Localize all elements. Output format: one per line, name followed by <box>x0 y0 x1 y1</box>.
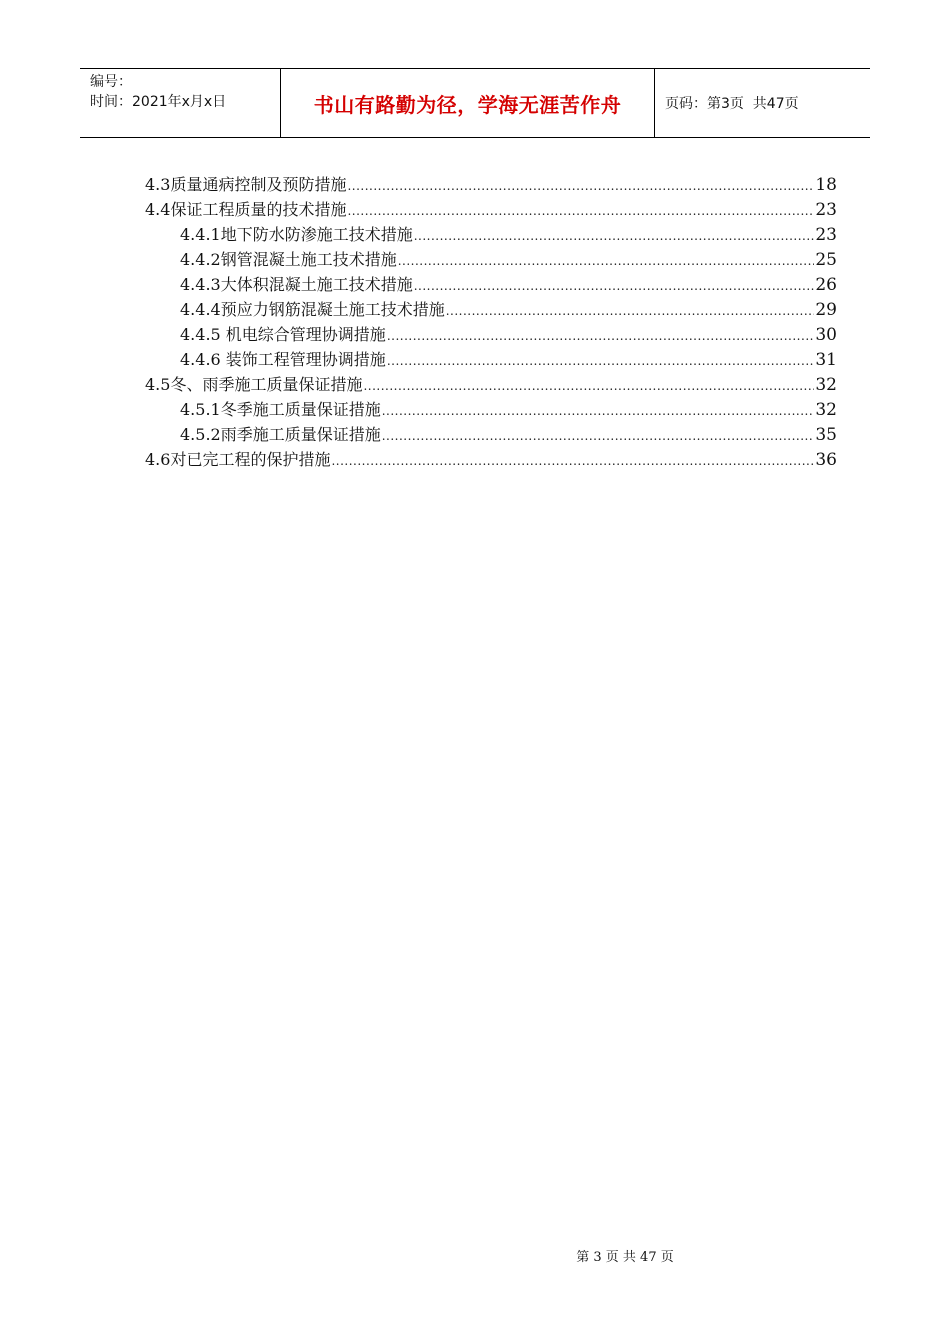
toc-entry-page: 36 <box>815 450 837 470</box>
toc-entry[interactable] <box>145 272 837 297</box>
toc-entry[interactable] <box>145 172 837 197</box>
toc-entry-title: 4.5.2雨季施工质量保证措施 <box>180 425 381 444</box>
toc-entry-page: 25 <box>815 250 837 270</box>
toc-entry-page: 23 <box>815 225 837 245</box>
header-motto-cell <box>281 69 655 137</box>
toc-entry-page: 29 <box>815 300 837 320</box>
toc-entry[interactable] <box>145 397 837 422</box>
toc-dot-leader <box>414 274 815 299</box>
toc-entry-title: 4.3质量通病控制及预防措施 <box>145 175 347 194</box>
toc-entry[interactable] <box>145 297 837 322</box>
toc-entry-title: 4.5.1冬季施工质量保证措施 <box>180 400 381 419</box>
toc-entry[interactable] <box>145 322 837 347</box>
toc-entry[interactable] <box>145 222 837 247</box>
toc-entry-title: 4.4保证工程质量的技术措施 <box>145 200 347 219</box>
toc-entry-page: 18 <box>815 175 837 195</box>
toc-dot-leader <box>446 299 815 324</box>
table-of-contents <box>145 172 837 472</box>
header-info <box>80 69 281 137</box>
toc-dot-leader <box>347 174 814 199</box>
page-header <box>80 68 870 138</box>
page-footer: 第 3 页 共 47 页 <box>576 1250 674 1265</box>
toc-entry[interactable] <box>145 247 837 272</box>
header-page-number: 页码：第3页 共47页 <box>665 96 799 112</box>
toc-entry-title: 4.6对已完工程的保护措施 <box>145 450 331 469</box>
header-page-cell <box>655 69 870 137</box>
toc-entry-page: 30 <box>815 325 837 345</box>
toc-dot-leader <box>331 449 814 474</box>
toc-entry-title: 4.4.4预应力钢筋混凝土施工技术措施 <box>180 300 445 319</box>
toc-dot-leader <box>382 399 815 424</box>
toc-entry-title: 4.4.1地下防水防渗施工技术措施 <box>180 225 413 244</box>
toc-dot-leader <box>387 349 815 374</box>
toc-entry-page: 35 <box>815 425 837 445</box>
toc-entry[interactable] <box>145 372 837 397</box>
toc-entry[interactable] <box>145 347 837 372</box>
toc-entry-page: 26 <box>815 275 837 295</box>
header-motto: 书山有路勤为径，学海无涯苦作舟 <box>313 92 622 117</box>
toc-entry-page: 32 <box>815 375 837 395</box>
toc-dot-leader <box>363 374 814 399</box>
toc-entry[interactable] <box>145 422 837 447</box>
toc-dot-leader <box>347 199 814 224</box>
toc-entry-page: 32 <box>815 400 837 420</box>
toc-entry-title: 4.4.2钢管混凝土施工技术措施 <box>180 250 397 269</box>
toc-dot-leader <box>387 324 815 349</box>
toc-entry-title: 4.4.5 机电综合管理协调措施 <box>180 325 386 344</box>
toc-entry-title: 4.4.6 装饰工程管理协调措施 <box>180 350 386 369</box>
toc-entry-page: 31 <box>815 350 837 370</box>
toc-dot-leader <box>382 424 815 449</box>
toc-entry-title: 4.4.3大体积混凝土施工技术措施 <box>180 275 413 294</box>
document-number: 编号： <box>90 74 132 90</box>
toc-dot-leader <box>414 224 815 249</box>
document-date: 时间：2021年x月x日 <box>90 94 227 110</box>
toc-dot-leader <box>398 249 815 274</box>
toc-entry-page: 23 <box>815 200 837 220</box>
toc-entry-title: 4.5冬、雨季施工质量保证措施 <box>145 375 363 394</box>
toc-entry[interactable] <box>145 447 837 472</box>
toc-entry[interactable] <box>145 197 837 222</box>
